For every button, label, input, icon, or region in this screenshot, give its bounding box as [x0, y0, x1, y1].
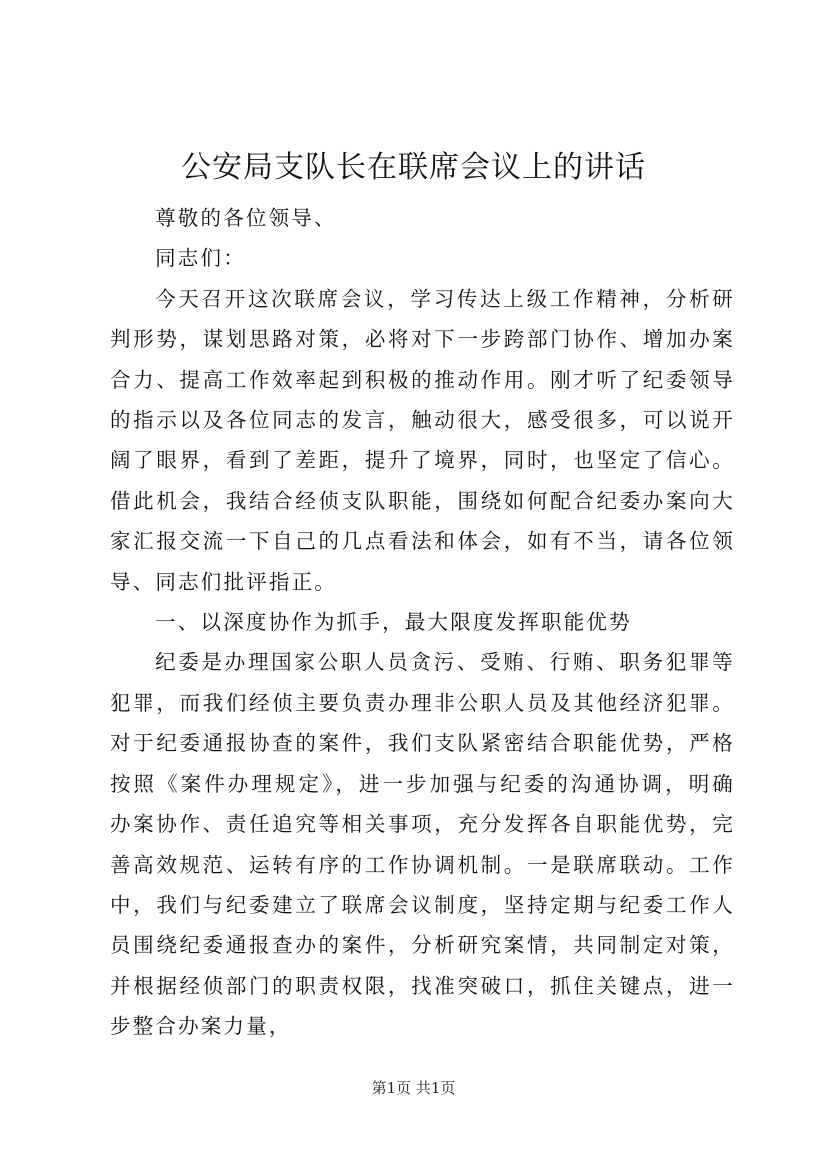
- section-heading-1: 一、以深度协作为抓手，最大限度发挥职能优势: [155, 610, 632, 635]
- intro-paragraph: 今天召开这次联席会议，学习传达上级工作精神，分析研判形势，谋划思路对策，必将对下一步跨部门协作、增加办案合力、提高工作效率起到积极的推动作用。刚才听了纪委领导的指示以及各位同志的发言，触动很大，感受很多，可以说开阔了眼界，看到了差距，提升了境界，同时，也坚定了信心。借此机会，我结合经侦支队职能，围绕如何配合纪委办案向大家汇报交流一下自己的几点看法和体会，如有不当，请各位领导、同志们批评指正。: [110, 286, 735, 594]
- page-number-footer: 第1页 共1页: [371, 1079, 456, 1097]
- section-1-paragraph: 纪委是办理国家公职人员贪污、受贿、行贿、职务犯罪等犯罪，而我们经侦主要负责办理非公职人员及其他经济犯罪。对于纪委通报协查的案件，我们支队紧密结合职能优势，严格按照《案件办理规定》，进一步加强与纪委的沟通协调，明确办案协作、责任追究等相关事项，充分发挥各自职能优势，完善高效规范、运转有序的工作协调机制。一是联席联动。工作中，我们与纪委建立了联席会议制度，坚持定期与纪委工作人员围绕纪委通报查办的案件，分析研究案情，共同制定对策，并根据经侦部门的职责权限，找准突破口，抓住关键点，进一步整合办案力量，: [110, 650, 735, 1039]
- document-title: 公安局支队长在联席会议上的讲话: [181, 150, 646, 185]
- salutation-line-1: 尊敬的各位领导、: [155, 206, 337, 230]
- salutation-line-2: 同志们：: [155, 246, 246, 271]
- document-body: [110, 198, 735, 1047]
